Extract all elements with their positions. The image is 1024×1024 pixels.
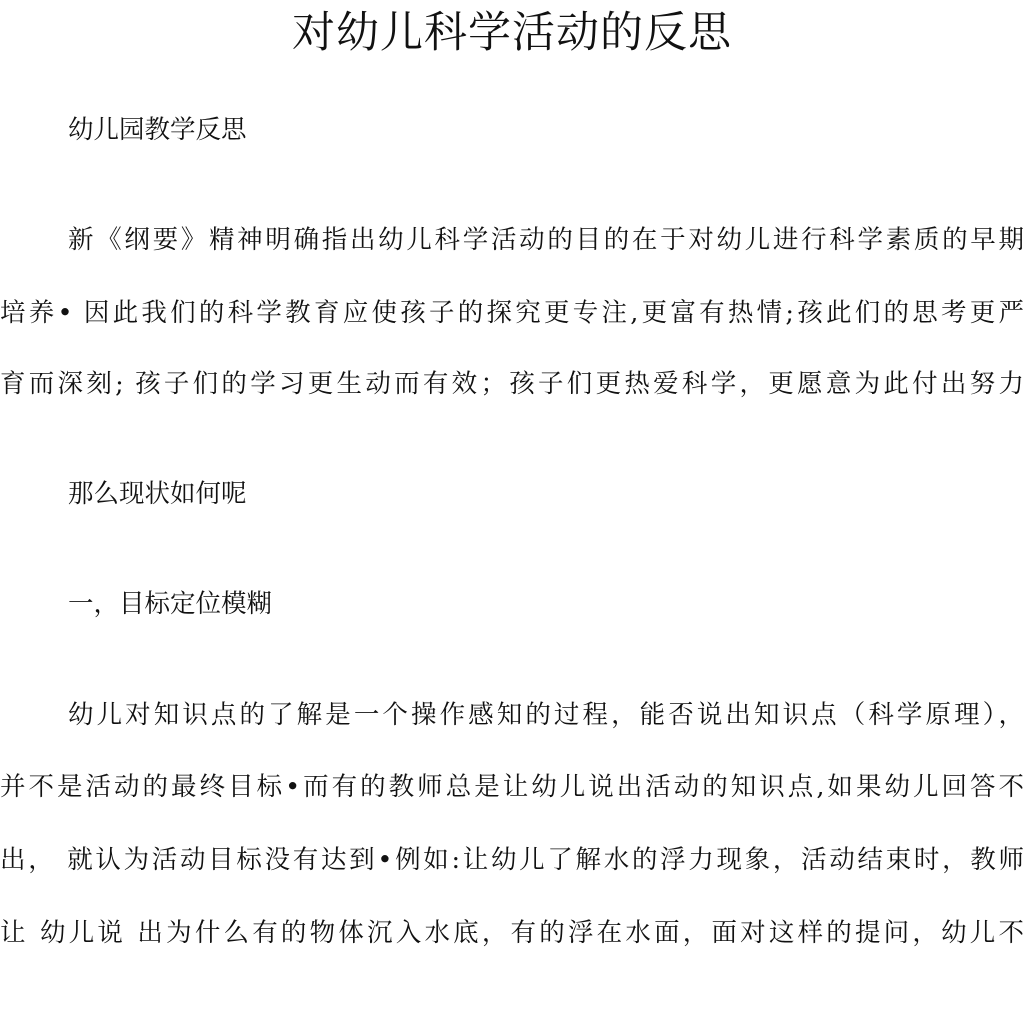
section-paragraph-line-3: 出， 就认为活动目标没有达到•例如:让幼儿了解水的浮力现象，活动结束时，教师 bbox=[0, 845, 1024, 875]
section-paragraph-line-2: 并不是活动的最终目标•而有的教师总是让幼儿说出活动的知识点,如果幼儿回答不 bbox=[0, 772, 1024, 802]
intro-paragraph-line-3: 育而深刻; 孩子们的学习更生动而有效；孩子们更热爱科学，更愿意为此付出努力 bbox=[0, 369, 1024, 399]
section-paragraph-line-4: 让 幼儿说 出为什么有的物体沉入水底，有的浮在水面，面对这样的提问，幼儿不 bbox=[0, 918, 1024, 948]
intro-paragraph-line-1: 新《纲要》精神明确指出幼儿科学活动的目的在于对幼儿进行科学素质的早期 bbox=[68, 225, 1024, 255]
document-title: 对幼儿科学活动的反思 bbox=[292, 8, 732, 58]
subtitle: 幼儿园教学反思 bbox=[68, 115, 247, 145]
section-paragraph-line-1: 幼儿对知识点的了解是一个操作感知的过程，能否说出知识点（科学原理）， bbox=[68, 700, 1024, 730]
section-heading: 一，目标定位模糊 bbox=[68, 589, 273, 619]
intro-paragraph-line-2: 培养• 因此我们的科学教育应使孩子的探究更专注,更富有热情;孩此们的思考更严 bbox=[0, 298, 1024, 328]
question-line: 那么现状如何呢 bbox=[68, 479, 247, 509]
